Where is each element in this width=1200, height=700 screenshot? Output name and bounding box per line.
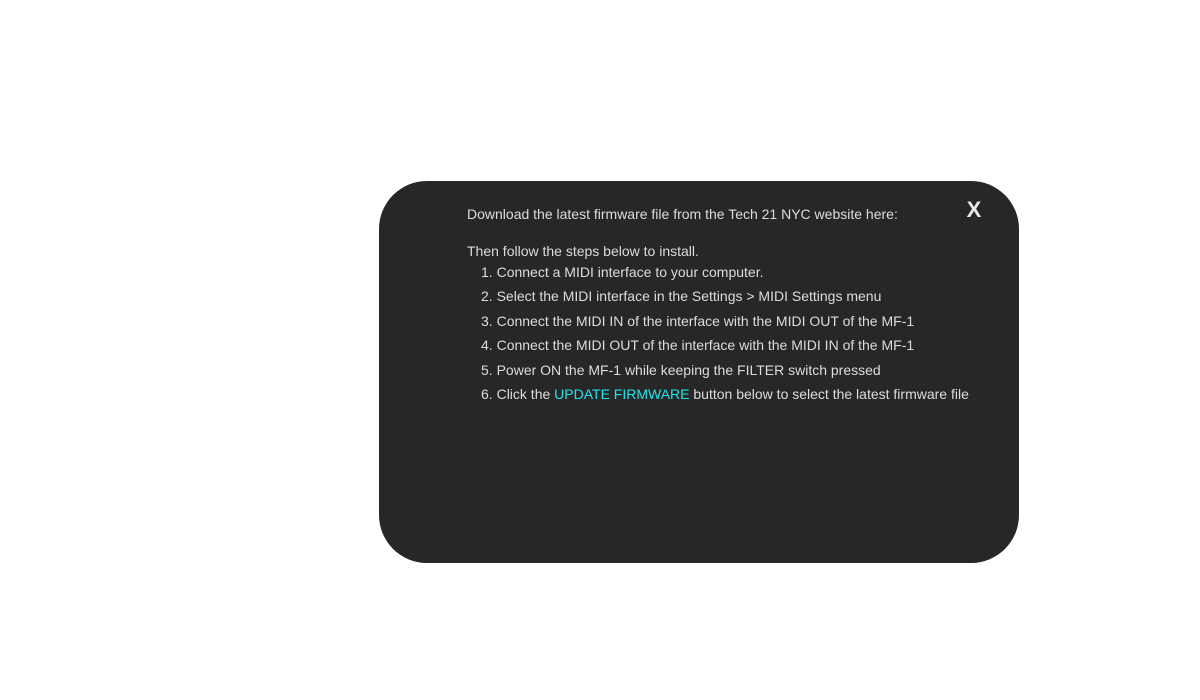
step-text: Select the MIDI interface in the Settings > MIDI Settings menu	[496, 288, 882, 305]
dialog-content	[467, 205, 997, 409]
step-text-pre: Click the	[496, 385, 551, 402]
step-text: Connect a MIDI interface to your computer.	[496, 264, 764, 280]
firmware-update-dialog	[379, 181, 1019, 563]
step-number: 5.	[481, 361, 493, 378]
update-firmware-highlight: UPDATE FIRMWARE	[554, 385, 690, 402]
steps-intro: Then follow the steps below to install.	[467, 243, 699, 259]
step-number: 4.	[481, 337, 493, 354]
install-steps-list	[467, 263, 997, 409]
step-text: Power ON the MF-1 while keeping the FILTER switch pressed	[496, 361, 881, 378]
step-item	[481, 287, 997, 311]
step-number: 2.	[481, 288, 493, 305]
step-item	[481, 385, 997, 409]
step-text: Connect the MIDI IN of the interface with the MIDI OUT of the MF-1	[496, 312, 915, 329]
step-number: 1.	[481, 264, 493, 280]
step-text-post: button below to select the latest firmware file	[693, 385, 969, 402]
step-item	[481, 361, 997, 385]
step-text: Connect the MIDI OUT of the interface with the MIDI IN of the MF-1	[496, 337, 915, 354]
download-instructions: Download the latest firmware file from the Tech 21 NYC website here:	[467, 206, 898, 222]
close-button[interactable]: X	[966, 197, 982, 222]
step-item	[481, 263, 997, 287]
step-number: 6.	[481, 385, 493, 402]
step-item	[481, 336, 997, 360]
step-item	[481, 312, 997, 336]
step-number: 3.	[481, 312, 493, 329]
